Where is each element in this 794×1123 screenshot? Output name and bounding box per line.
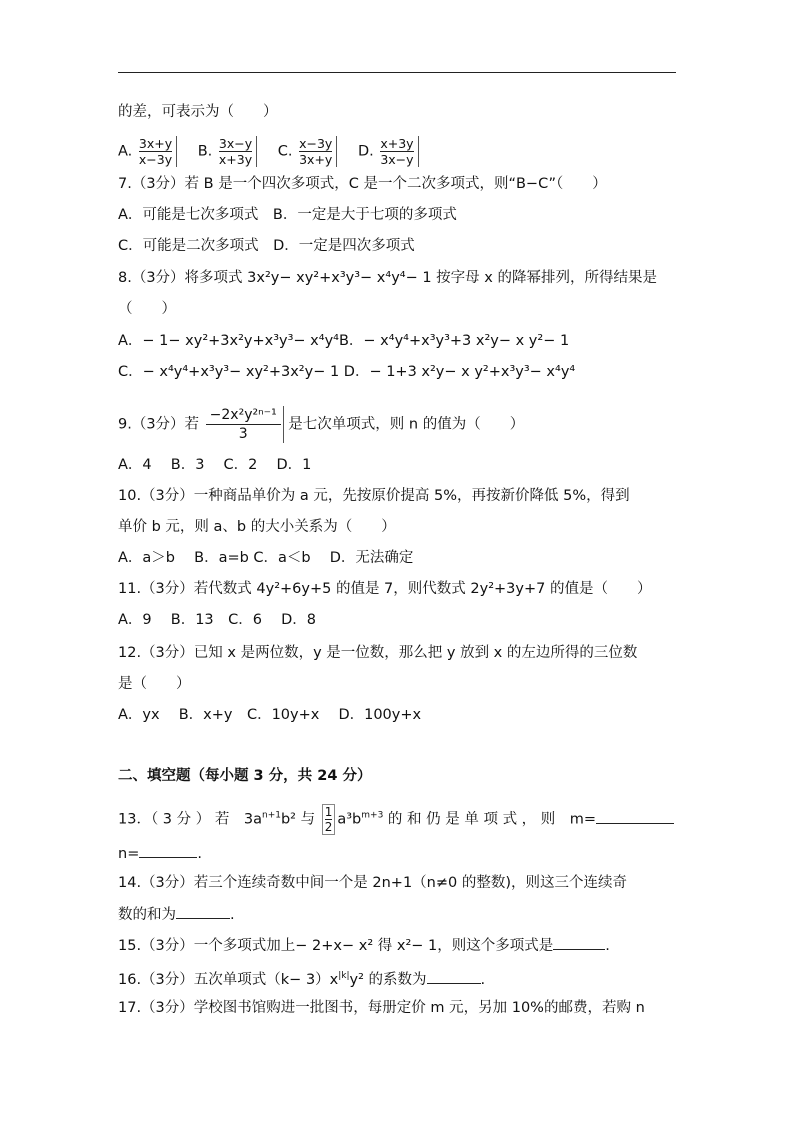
q6-option-d-fraction: $\frac{x+3y}{3x-y}$: [378, 136, 418, 167]
q6-option-d: D. $\frac{x+3y}{3x-y}$: [358, 136, 419, 167]
q11-stem: 11.（3分）若代数式 4y²+6y+5 的值是 7，则代数式 2y²+3y+7 的值是（ ）: [118, 581, 652, 597]
q15-blank[interactable]: [553, 935, 605, 950]
q10-options: A．a＞b B．a=b C．a＜b D．无法确定: [118, 550, 414, 566]
q6-option-a: A. $\frac{3x+y}{x-3y}$: [118, 136, 177, 167]
q9-options: A．4 B．3 C．2 D．1: [118, 457, 312, 473]
q6-option-a-fraction: $\frac{3x+y}{x-3y}$: [137, 136, 177, 167]
q17-stem-line1: 17.（3分）学校图书馆购进一批图书，每册定价 m 元，另加 10%的邮费，若购 n: [118, 1000, 645, 1016]
q9-stem: 9.（3分）若 $\frac{\text{−2x²y²ⁿ⁻¹}}{3}$ 是七次单项式，则 n 的值为（ ）: [118, 407, 525, 442]
q15-stem: 15.（3分）一个多项式加上− 2+x− x² 得 x²− 1，则这个多项式是 .: [118, 935, 610, 956]
q13-blank-m[interactable]: [596, 809, 674, 824]
header-rule: [118, 72, 676, 73]
q11-options: A．9 B．13 C．6 D．8: [118, 612, 317, 628]
q6-option-b: B. $\frac{3x-y}{x+3y}$: [198, 136, 257, 167]
q8-stem-line1: 8.（3分）将多项式 3x²y− xy²+x³y³− x⁴y⁴− 1 按字母 x 的降幂排列，所得结果是: [118, 270, 657, 286]
q8-options-cd: C．− x⁴y⁴+x³y³− xy²+3x²y− 1 D．− 1+3 x²y− x y²+x³y³− x⁴y⁴: [118, 364, 576, 380]
q6-options: [118, 136, 435, 167]
q12-stem-line1: 12.（3分）已知 x 是两位数，y 是一位数，那么把 y 放到 x 的左边所得的三位数: [118, 645, 638, 661]
q10-stem-line1: 10.（3分）一种商品单价为 a 元，先按原价提高 5%，再按新价降低 5%，得到: [118, 488, 630, 504]
q9-fraction: $\frac{\text{−2x²y²ⁿ⁻¹}}{3}$: [204, 406, 284, 443]
q16-stem: 16.（3分）五次单项式$(k- 3)x^{|k|}y^2$ 的系数为 .: [118, 966, 485, 990]
q7-stem: 7.（3分）若 B 是一个四次多项式，C 是一个二次多项式，则“B−C”（ ）: [118, 176, 607, 192]
q6-option-c: C. $\frac{x-3y}{3x+y}$: [278, 136, 338, 167]
q8-options-ab: A．− 1− xy²+3x²y+x³y³− x⁴y⁴B．− x⁴y⁴+x³y³+3 x²y− x y²− 1: [118, 333, 570, 349]
section-fill-in-title: 二、填空题（每小题 3 分，共 24 分）: [118, 768, 372, 784]
q14-stem-line1: 14.（3分）若三个连续奇数中间一个是 2n+1（n≠0 的整数)，则这三个连续奇: [118, 875, 628, 891]
q16-blank[interactable]: [427, 969, 481, 984]
q6-option-c-fraction: $\frac{x-3y}{3x+y}$: [297, 136, 337, 167]
q8-stem-line2: （ ）: [118, 301, 176, 317]
q14-stem-line2: 数的和为 .: [118, 904, 235, 925]
q13-fraction: $\frac{1}{2}$: [322, 804, 336, 835]
q13-line2: n= .: [118, 843, 202, 864]
q6-stem: 的差，可表示为（ ）: [118, 104, 278, 120]
q12-options: A．yx B．x+y C．10y+x D．100y+x: [118, 707, 422, 723]
q7-options-ab: A．可能是七次多项式 B．一定是大于七项的多项式: [118, 207, 457, 223]
q10-stem-line2: 单价 b 元，则 a、b 的大小关系为（ ）: [118, 519, 396, 535]
q12-stem-line2: 是（ ）: [118, 676, 191, 692]
q13-blank-n[interactable]: [139, 843, 197, 858]
q14-blank[interactable]: [176, 904, 230, 919]
q13-stem: 13．（ 3 分 ） 若 $3a^{n+1}b^2$ 与 $\frac{1}{2} a^3b^{m+3}$ 的 和 仍 是 单 项 式 ， 则 m=: [118, 804, 674, 835]
q6-option-b-fraction: $\frac{3x-y}{x+3y}$: [217, 136, 257, 167]
q7-options-cd: C．可能是二次多项式 D．一定是四次多项式: [118, 238, 415, 254]
